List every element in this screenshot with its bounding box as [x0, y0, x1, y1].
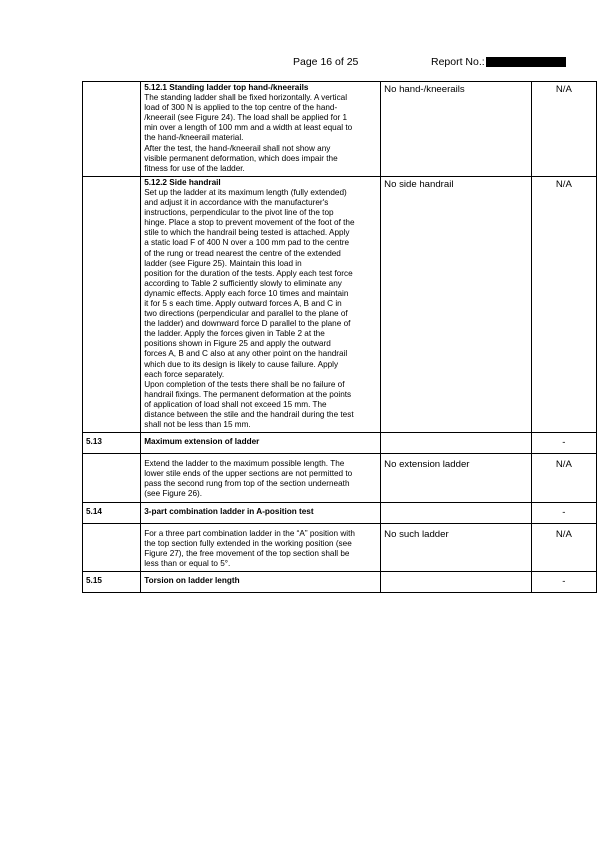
requirement-text: Set up the ladder at its maximum length (fully extended) and adjust it in accordance with the manufacturer's instructions, perpendicular to the pivot line of the top hinge. Place a stop to prevent movement of the foot of the stile to which the handrail being tested is attached. Apply a static load F of 400 N over a 100 mm pad to the centre of the rung or tread nearest the centre of the extended ladder (see Figure 25). Maintain this load in position for the duration of the tests. Apply each test force according to Table 2 sufficiently slowly to eliminate any dynamic effects. Apply each force 10 times and maintain it for 5 s each time. Apply outward forces A, B and C in two directions (perpendicular and parallel to the plane of the ladder) and downward force D parallel to the plane of the ladder. Apply the forces given in Table 2 at the positions shown in Figure 25 and apply the outward forces A, B and C also at any other point on the handrail which due to its design is likely to cause failure. Apply each force separately. Upon completion of the tests there shall be no failure of handrail fixings. The permanent deformation at the points of application of load shall not exceed 15 mm. The distance between the stile and the handrail during the test shall not be less than 15 mm.: [144, 187, 355, 430]
subclause-title: 5.12.2 Side handrail: [144, 177, 221, 187]
requirement-cell: [141, 82, 381, 177]
result-cell: No such ladder: [381, 523, 532, 571]
section-row: [83, 433, 597, 454]
report-number-label: Report No.:: [431, 56, 485, 68]
result-cell: No extension ladder: [381, 454, 532, 502]
requirement-cell: [141, 454, 381, 502]
result-cell: No side handrail: [381, 176, 532, 432]
clause-number-cell: [83, 454, 141, 502]
table-row: [83, 82, 597, 177]
page-header: [0, 56, 600, 70]
result-cell: No hand-/kneerails: [381, 82, 532, 177]
verdict-cell: -: [531, 433, 596, 454]
requirement-text: The standing ladder shall be fixed horizontally. A vertical load of 300 N is applied to the top centre of the hand- /kneerail (see Figure 24). The load shall be applied for 1 min over a length of 100 mm and a width at least equal to the hand-/kneerail material. After the test, the hand-/kneerail shall not show any visible permanent deformation, which does impair the fitness for use of the ladder.: [144, 93, 353, 173]
redacted-report-number: [486, 57, 566, 67]
section-title: Maximum extension of ladder: [141, 433, 381, 454]
clause-number-cell: [83, 176, 141, 432]
page-number: Page 16 of 25: [293, 56, 359, 68]
clause-number-cell: [83, 82, 141, 177]
section-row: [83, 502, 597, 523]
verdict-cell: N/A: [531, 82, 596, 177]
section-number: 5.15: [83, 571, 141, 592]
subclause-title: 5.12.1 Standing ladder top hand-/kneerails: [144, 83, 309, 92]
verdict-cell: -: [531, 502, 596, 523]
section-row: [83, 571, 597, 592]
requirement-cell: [141, 176, 381, 432]
table-row: [83, 176, 597, 432]
result-cell: [381, 571, 532, 592]
requirement-text: Extend the ladder to the maximum possible length. The lower stile ends of the upper sections are not permitted to pass the second rung from top of the section underneath (see Figure 26).: [144, 459, 353, 499]
verdict-cell: N/A: [531, 176, 596, 432]
requirement-cell: [141, 523, 381, 571]
verdict-cell: N/A: [531, 454, 596, 502]
verdict-cell: -: [531, 571, 596, 592]
section-title: 3-part combination ladder in A-position test: [141, 502, 381, 523]
requirement-text: For a three part combination ladder in the “A” position with the top section fully extended in the working position (see Figure 27), the free movement of the top section shall be less than or equal to 5°.: [144, 528, 355, 568]
section-number: 5.13: [83, 433, 141, 454]
test-results-table: [82, 81, 597, 593]
result-cell: [381, 433, 532, 454]
result-cell: [381, 502, 532, 523]
verdict-cell: N/A: [531, 523, 596, 571]
clause-number-cell: [83, 523, 141, 571]
section-number: 5.14: [83, 502, 141, 523]
section-title: Torsion on ladder length: [141, 571, 381, 592]
table-row: [83, 454, 597, 502]
table-row: [83, 523, 597, 571]
